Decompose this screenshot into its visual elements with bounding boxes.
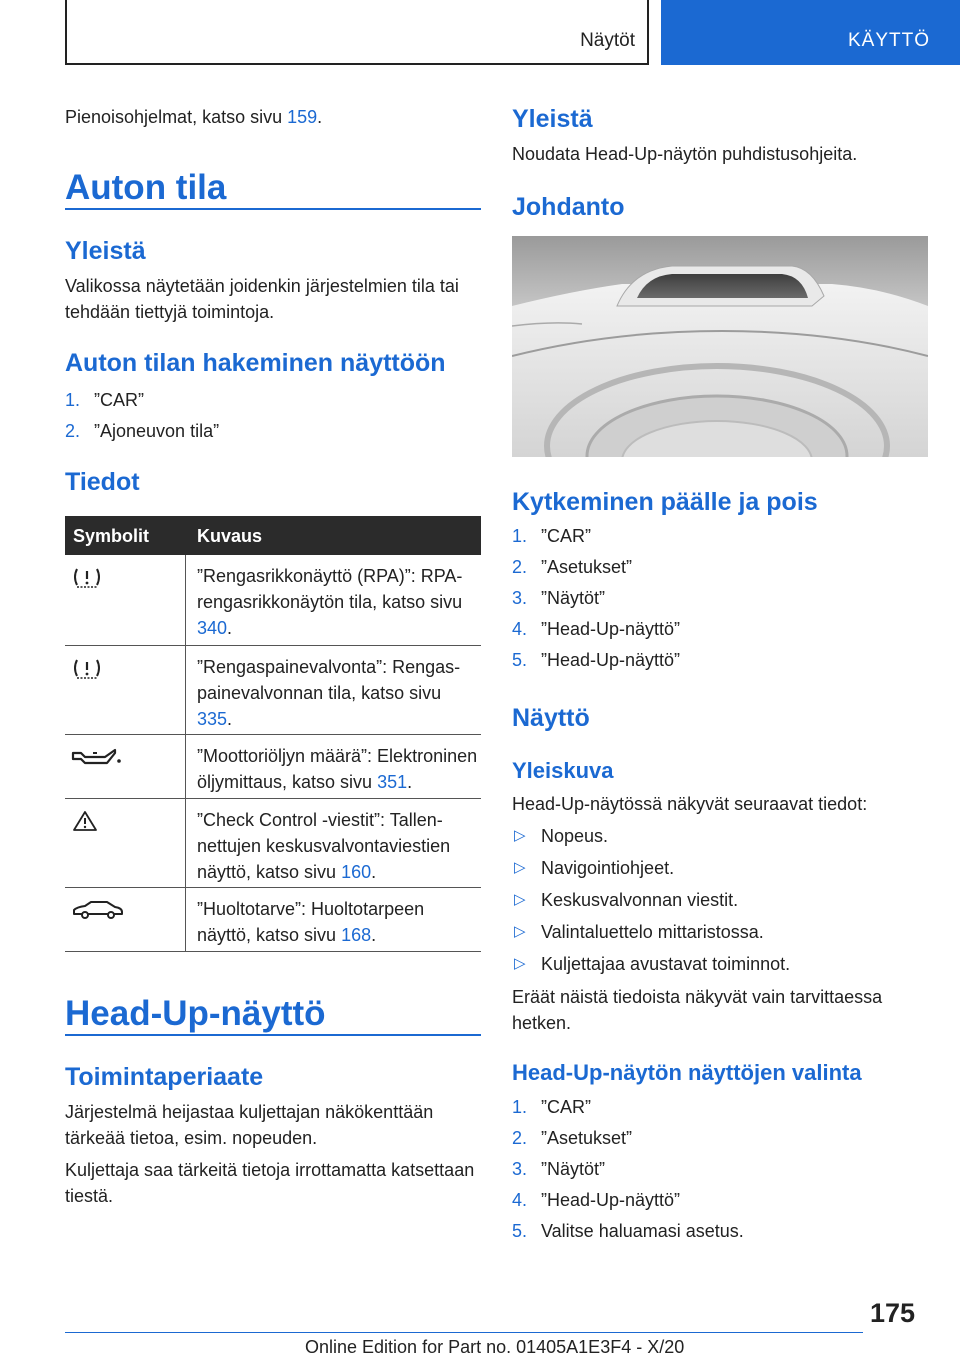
list-item	[512, 919, 928, 951]
step-text: ”Näytöt”	[541, 1159, 606, 1179]
list-item	[512, 951, 928, 983]
table-row	[65, 555, 481, 646]
principle-text-2: Kuljettaja saa tärkeitä tietoja irrottamatta katsettaan tiestä.	[65, 1160, 475, 1206]
list-item	[512, 1094, 928, 1125]
step-number: 4.	[512, 1190, 528, 1210]
step-text: ”Head-Up-näyttö”	[541, 650, 681, 670]
tire-pressure-monitor-icon	[71, 656, 181, 684]
list-item	[512, 523, 928, 554]
row-end: .	[407, 772, 413, 792]
footer-edition: Online Edition for Part no. 01405A1E3F4 - X/20	[305, 1337, 685, 1357]
status-symbol-table	[65, 516, 481, 952]
step-number: 2.	[512, 557, 528, 577]
table-row	[65, 799, 481, 888]
page-link-159[interactable]: 159	[287, 107, 318, 127]
row-text: ”Moottoriöljyn määrä”: Elektroninen öljymittaus, katso sivu	[197, 746, 478, 792]
list-item	[512, 554, 928, 585]
step-text: ”Asetukset”	[541, 557, 633, 577]
table-row	[65, 646, 481, 735]
page-link-160[interactable]: 160	[341, 862, 372, 882]
intro-text: Pienoisohjelmat, katso sivu	[65, 107, 288, 127]
triangle-bullet-icon: ▷	[514, 827, 526, 844]
triangle-bullet-icon: ▷	[514, 923, 526, 940]
page-link-351[interactable]: 351	[377, 772, 408, 792]
bullet-text: Keskusvalvonnan viestit.	[541, 890, 739, 910]
page-number: 175	[870, 1298, 916, 1328]
tire-pressure-warning-icon	[71, 565, 181, 593]
list-item	[512, 1218, 928, 1249]
step-number: 1.	[512, 1097, 528, 1117]
header-chapter-label: KÄYTTÖ	[847, 30, 930, 51]
row-desc	[197, 807, 481, 885]
list-item	[512, 647, 928, 678]
page-link-168[interactable]: 168	[341, 925, 372, 945]
yleista-text-right: Noudata Head-Up-näytön puhdistusohjeita.	[512, 144, 858, 164]
yleiskuva-heading: Yleiskuva	[512, 758, 614, 783]
hud-info-bullets	[512, 823, 928, 983]
table-header	[65, 516, 481, 555]
yleista-heading-left: Yleistä	[65, 237, 146, 265]
step-number: 1.	[512, 526, 528, 546]
oil-can-icon	[71, 745, 181, 773]
step-number: 3.	[512, 1159, 528, 1179]
step-number: 1.	[65, 390, 81, 410]
valinta-heading: Head-Up-näytön näyttöjen valinta	[512, 1060, 862, 1085]
yleiskuva-text: Head-Up-näytössä näkyvät seuraavat tiedot:	[512, 794, 868, 814]
warning-triangle-icon	[71, 809, 181, 837]
list-item	[512, 887, 928, 919]
step-number: 5.	[512, 1221, 528, 1241]
table-row	[65, 735, 481, 799]
kytkeminen-steps	[512, 523, 928, 678]
intro-paragraph	[65, 104, 481, 130]
header-section-label: Näytöt	[580, 30, 635, 51]
list-item	[65, 418, 481, 449]
valinta-steps	[512, 1094, 928, 1249]
title-rule	[65, 208, 481, 210]
page-link-340[interactable]: 340	[197, 618, 228, 638]
row-desc	[197, 896, 481, 948]
step-text: ”Ajoneuvon tila”	[94, 421, 220, 441]
step-number: 2.	[65, 421, 81, 441]
row-end: .	[227, 709, 233, 729]
service-car-icon	[71, 898, 181, 926]
row-desc	[197, 743, 481, 795]
row-end: .	[227, 618, 233, 638]
tiedot-heading: Tiedot	[65, 468, 140, 496]
step-text: ”Näytöt”	[541, 588, 606, 608]
step-text: Valitse haluamasi asetus.	[541, 1221, 744, 1241]
footer-rule	[65, 1332, 863, 1333]
row-text: ”Rengaspainevalvonta”: Rengaspainevalvonnan tila, katso sivu	[197, 657, 461, 703]
auton-tila-title: Auton tila	[65, 168, 227, 207]
bullet-text: Nopeus.	[541, 826, 609, 846]
page-link-335[interactable]: 335	[197, 709, 228, 729]
naytto-heading: Näyttö	[512, 704, 590, 732]
bullet-text: Valintaluettelo mittaristossa.	[541, 922, 764, 942]
triangle-bullet-icon: ▷	[514, 859, 526, 876]
row-text: ”Huoltotarve”: Huoltotarpeen näyttö, katso sivu	[197, 899, 425, 945]
list-item	[512, 1125, 928, 1156]
title-rule	[65, 1034, 481, 1036]
intro-end: .	[317, 107, 323, 127]
table-column-divider	[185, 555, 186, 952]
step-text: ”CAR”	[94, 390, 144, 410]
johdanto-heading: Johdanto	[512, 193, 625, 221]
step-number: 5.	[512, 650, 528, 670]
triangle-bullet-icon: ▷	[514, 955, 526, 972]
bullet-text: Navigointiohjeet.	[541, 858, 675, 878]
toimintaperiaate-heading: Toimintaperiaate	[65, 1063, 264, 1091]
list-item	[512, 1187, 928, 1218]
row-desc	[197, 563, 481, 641]
step-number: 4.	[512, 619, 528, 639]
list-item	[512, 616, 928, 647]
list-item	[512, 823, 928, 855]
step-text: ”Head-Up-näyttö”	[541, 1190, 681, 1210]
hakeminen-heading: Auton tilan hakeminen näyttöön	[65, 349, 446, 377]
kytkeminen-heading: Kytkeminen päälle ja pois	[512, 488, 818, 516]
triangle-bullet-icon: ▷	[514, 891, 526, 908]
step-text: ”CAR”	[541, 1097, 591, 1117]
eraat-text: Eräät näistä tiedoista näkyvät vain tarvittaessa hetken.	[512, 987, 883, 1033]
row-end: .	[371, 862, 377, 882]
step-text: ”Asetukset”	[541, 1128, 633, 1148]
list-item	[512, 585, 928, 616]
step-number: 3.	[512, 588, 528, 608]
list-item	[512, 1156, 928, 1187]
table-row	[65, 888, 481, 952]
principle-text-1: Järjestelmä heijastaa kuljettajan näkökenttään tärkeää tietoa, esim. nopeuden.	[65, 1102, 434, 1148]
col-header-symbols: Symbolit	[73, 526, 150, 546]
row-end: .	[371, 925, 377, 945]
row-text: ”Check Control -viestit”: Tallennettujen keskusvalvontaviestien näyttö, katso sivu	[197, 810, 451, 882]
list-item	[65, 387, 481, 418]
step-number: 2.	[512, 1128, 528, 1148]
row-desc	[197, 654, 481, 732]
col-header-desc: Kuvaus	[197, 526, 263, 546]
hud-title: Head-Up-näyttö	[65, 994, 326, 1033]
hud-projector-photo	[512, 236, 928, 457]
step-text: ”CAR”	[541, 526, 591, 546]
hakeminen-steps	[65, 387, 481, 449]
step-text: ”Head-Up-näyttö”	[541, 619, 681, 639]
yleista-heading-right: Yleistä	[512, 105, 593, 133]
header-chapter-tab[interactable]	[661, 0, 960, 65]
row-text: ”Rengasrikkonäyttö (RPA)”: RPA-rengasrikkonäytön tila, katso sivu	[197, 566, 463, 612]
list-item	[512, 855, 928, 887]
bullet-text: Kuljettajaa avustavat toiminnot.	[541, 954, 791, 974]
yleista-text-left: Valikossa näytetään joidenkin järjestelmien tila tai tehdään tiettyjä toimintoja.	[65, 276, 459, 322]
header-section-box	[65, 0, 649, 65]
